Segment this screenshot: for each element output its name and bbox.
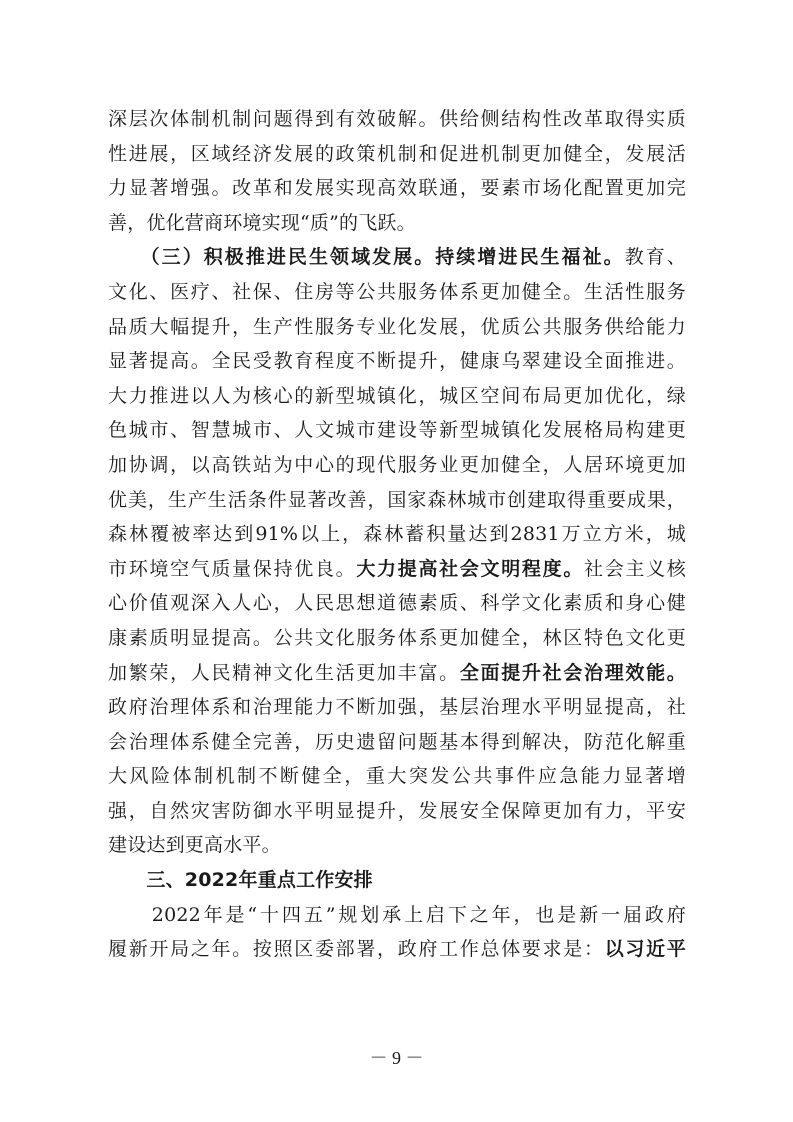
text-line <box>108 344 686 379</box>
text-segment: 加繁荣，人民精神文化生活更加丰富。 <box>108 661 460 684</box>
text-segment: 心价值观深入人心，人民思想道德素质、科学文化素质和身心健 <box>108 592 686 615</box>
text-segment: 强，自然灾害防御水平明显提升，发展安全保障更加有力，平安 <box>108 799 686 822</box>
text-line <box>108 206 686 241</box>
bold-text-segment: 全面提升社会治理效能。 <box>459 661 687 684</box>
text-segment: 履新开局之年。按照区委部署，政府工作总体要求是： <box>108 938 605 961</box>
bold-text-segment: （三）积极推进民生领域发展。持续增进民生福祉。 <box>108 246 625 269</box>
text-segment: 加协调，以高铁站为中心的现代服务业更加健全，人居环境更加 <box>108 453 686 476</box>
text-line <box>108 759 686 794</box>
body-text <box>108 102 686 967</box>
bold-text-segment: 以习近平 <box>604 938 686 961</box>
bold-text-segment: 大力提高社会文明程度。 <box>356 557 585 580</box>
text-segment: 森林覆被率达到91%以上，森林蓄积量达到2831万立方米，城 <box>108 523 686 546</box>
text-line <box>108 552 686 587</box>
text-line <box>108 725 686 760</box>
text-segment: 性进展，区域经济发展的政策机制和促进机制更加健全，发展活 <box>108 142 686 165</box>
page-number: － 9 － <box>369 1048 424 1068</box>
text-line <box>108 379 686 414</box>
text-line <box>108 898 686 933</box>
text-line <box>108 828 686 863</box>
text-segment: 优美，生产生活条件显著改善，国家森林城市创建取得重要成果， <box>108 488 686 511</box>
text-line <box>108 448 686 483</box>
bold-text-segment: 三、2022年重点工作安排 <box>108 869 373 892</box>
text-segment: 教育、 <box>624 246 686 269</box>
text-line <box>108 310 686 345</box>
text-segment: 善，优化营商环境实现“质”的飞跃。 <box>108 211 416 234</box>
text-segment: 大风险体制机制不断健全，重大突发公共事件应急能力显著增 <box>108 765 686 788</box>
text-segment: 社会主义核 <box>584 557 686 580</box>
text-segment: 康素质明显提高。公共文化服务体系更加健全，林区特色文化更 <box>108 626 686 649</box>
text-segment: 市环境空气质量保持优良。 <box>108 557 357 580</box>
text-line <box>108 621 686 656</box>
text-segment: 2022年是“十四五”规划承上启下之年，也是新一届政府 <box>108 903 686 926</box>
text-line <box>108 656 686 691</box>
text-line <box>108 171 686 206</box>
text-segment: 色城市、智慧城市、人文城市建设等新型城镇化发展格局构建更 <box>108 419 686 442</box>
text-segment: 大力推进以人为核心的新型城镇化，城区空间布局更加优化，绿 <box>108 384 686 407</box>
text-segment: 品质大幅提升，生产性服务专业化发展，优质公共服务供给能力 <box>108 315 686 338</box>
text-segment: 会治理体系健全完善，历史遗留问题基本得到解决，防范化解重 <box>108 730 686 753</box>
text-line <box>108 863 686 898</box>
text-line <box>108 794 686 829</box>
text-line <box>108 586 686 621</box>
text-segment: 建设达到更高水平。 <box>108 834 281 857</box>
text-line <box>108 102 686 137</box>
text-line <box>108 275 686 310</box>
text-line <box>108 932 686 967</box>
text-line <box>108 517 686 552</box>
text-segment: 政府治理体系和治理能力不断加强，基层治理水平明显提高，社 <box>108 696 686 719</box>
text-segment: 显著提高。全民受教育程度不断提升，健康乌翠建设全面推进。 <box>108 350 686 373</box>
text-line <box>108 483 686 518</box>
text-line <box>108 137 686 172</box>
text-line <box>108 690 686 725</box>
text-line <box>108 413 686 448</box>
text-line <box>108 240 686 275</box>
text-segment: 力显著增强。改革和发展实现高效联通，要素市场化配置更加完 <box>108 177 686 200</box>
text-segment: 深层次体制机制问题得到有效破解。供给侧结构性改革取得实质 <box>108 108 686 130</box>
text-segment: 文化、医疗、社保、住房等公共服务体系更加健全。生活性服务 <box>108 280 686 303</box>
